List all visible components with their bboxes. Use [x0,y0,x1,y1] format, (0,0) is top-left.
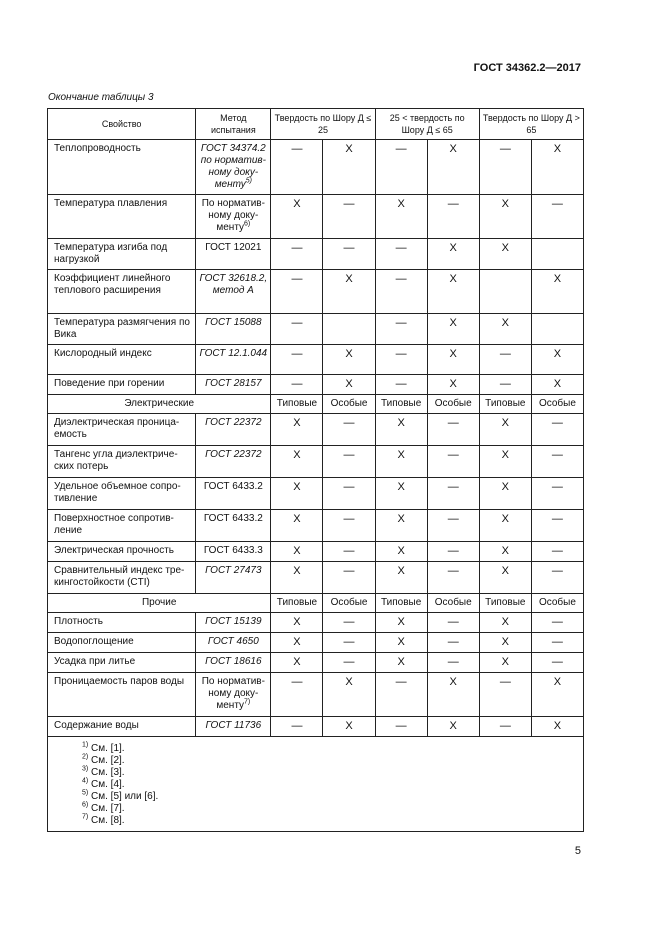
method-cell [196,478,271,510]
footnote-text: См. [4]. [91,779,125,790]
method-text: ГОСТ 6433.2 [203,481,263,492]
mark-cell: X [479,478,531,510]
mark-cell: — [375,314,427,345]
mark-cell: — [427,446,479,478]
method-text: ГОСТ 32618.2, метод А [199,273,268,296]
mark-cell: X [479,633,531,653]
mark-cell: — [427,414,479,446]
mark-cell: — [479,140,531,195]
mark-cell: — [375,717,427,737]
subheader-typical: Типовые [479,594,531,613]
mark-cell: X [271,414,323,446]
footnote-text: См. [7]. [91,803,125,814]
mark-cell: — [375,140,427,195]
table-caption: Окончание таблицы 3 [48,92,154,103]
mark-cell [531,314,583,345]
mark-cell: X [375,478,427,510]
properties-table [47,108,584,832]
header-method: Метод испытания [196,109,271,140]
mark-cell: X [271,446,323,478]
subheader-special: Особые [531,594,583,613]
mark-cell: X [479,195,531,239]
table-row [48,414,584,446]
mark-cell: X [531,673,583,717]
method-cell [196,239,271,270]
footnote-number: 5) [82,789,89,797]
footnote-text: См. [5] или [6]. [91,791,159,802]
method-cell [196,414,271,446]
mark-cell: — [531,414,583,446]
mark-cell: — [531,613,583,633]
mark-cell: X [479,314,531,345]
mark-cell: X [427,140,479,195]
property-cell: Температура изгиба под нагрузкой [48,239,196,270]
method-cell [196,446,271,478]
footnote-item [82,743,583,755]
mark-cell: — [427,653,479,673]
method-cell [196,673,271,717]
method-cell [196,345,271,375]
table-row [48,314,584,345]
property-cell: Водопоглощение [48,633,196,653]
property-cell: Коэффициент линейного теплового расширения [48,270,196,314]
mark-cell: X [375,633,427,653]
mark-cell: X [375,414,427,446]
mark-cell: X [427,375,479,395]
mark-cell: X [271,653,323,673]
mark-cell: X [375,613,427,633]
header-group1: Твердость по Шору Д ≤ 25 [271,109,375,140]
mark-cell: X [323,375,375,395]
property-cell: Температура размягчения по Вика [48,314,196,345]
method-text: ГОСТ 6433.2 [203,513,263,524]
property-cell: Поверхностное сопротив-ление [48,510,196,542]
method-text: ГОСТ 11736 [205,720,262,731]
mark-cell: — [375,270,427,314]
mark-cell: X [271,195,323,239]
method-text: ГОСТ 15139 [205,616,262,627]
mark-cell: — [271,140,323,195]
thermal-rows [48,140,584,395]
mark-cell: X [427,239,479,270]
property-cell: Проницаемость паров воды [48,673,196,717]
property-cell: Поведение при горении [48,375,196,395]
mark-cell: — [479,375,531,395]
footnote-item [82,779,583,791]
mark-cell: X [323,717,375,737]
footnote-number: 4) [82,777,89,785]
method-cell [196,653,271,673]
mark-cell: — [375,239,427,270]
document-number: ГОСТ 34362.2—2017 [473,62,581,74]
method-text: По норматив-ному доку-менту [201,676,265,711]
mark-cell: X [531,140,583,195]
table-row [48,239,584,270]
method-text: ГОСТ 34374.2 по норматив-ному доку-менту [200,143,266,190]
mark-cell: — [271,345,323,375]
footnote-ref: 7) [244,698,251,706]
method-cell [196,613,271,633]
mark-cell: X [531,270,583,314]
table-row [48,345,584,375]
footnote-text: См. [1]. [91,743,125,754]
footnote-ref: 5) [245,177,252,185]
method-cell [196,270,271,314]
footnote-ref: 6) [244,220,251,228]
mark-cell: — [271,673,323,717]
footnote-text: См. [3]. [91,767,125,778]
property-cell: Диэлектрическая проница-емость [48,414,196,446]
mark-cell: X [271,613,323,633]
subheader-typical: Типовые [271,594,323,613]
property-cell: Удельное объемное сопро-тивление [48,478,196,510]
mark-cell: — [323,510,375,542]
footnote-number: 3) [82,765,89,773]
method-cell [196,314,271,345]
method-text: ГОСТ 6433.3 [203,545,263,556]
method-cell [196,542,271,562]
method-cell [196,717,271,737]
footnotes [48,737,584,832]
mark-cell: X [271,633,323,653]
mark-cell: — [323,633,375,653]
subheader-special: Особые [427,594,479,613]
mark-cell: X [479,446,531,478]
mark-cell: X [427,314,479,345]
footnote-text: См. [2]. [91,755,125,766]
other-section [48,594,584,613]
method-cell [196,195,271,239]
mark-cell: — [323,653,375,673]
footnote-item [82,815,583,827]
mark-cell: — [479,345,531,375]
method-cell [196,633,271,653]
footnote-text: См. [8]. [91,815,125,826]
mark-cell: — [427,478,479,510]
method-cell [196,140,271,195]
mark-cell: — [271,270,323,314]
mark-cell: — [479,717,531,737]
table-row [48,562,584,594]
method-text: ГОСТ 22372 [205,417,262,428]
mark-cell: X [375,562,427,594]
mark-cell: X [375,195,427,239]
header-group3: Твердость по Шору Д > 65 [479,109,583,140]
mark-cell: X [323,673,375,717]
mark-cell: — [323,414,375,446]
mark-cell: — [375,673,427,717]
table-row [48,510,584,542]
property-cell: Температура плавления [48,195,196,239]
method-text: ГОСТ 28157 [205,378,262,389]
mark-cell [531,239,583,270]
table-row [48,717,584,737]
mark-cell: — [427,613,479,633]
mark-cell: X [375,653,427,673]
mark-cell: — [271,314,323,345]
mark-cell: X [531,345,583,375]
mark-cell: X [271,478,323,510]
other-rows [48,613,584,737]
electrical-section [48,395,584,414]
table-row [48,673,584,717]
mark-cell: X [479,510,531,542]
mark-cell: X [479,414,531,446]
header-group2: 25 < твердость по Шору Д ≤ 65 [375,109,479,140]
mark-cell: — [323,446,375,478]
property-cell: Тангенс угла диэлектриче-ских потерь [48,446,196,478]
mark-cell [479,270,531,314]
mark-cell: — [531,478,583,510]
mark-cell: — [531,633,583,653]
table-row [48,446,584,478]
method-text: ГОСТ 12.1.044 [199,348,268,359]
table-row [48,542,584,562]
mark-cell: — [323,542,375,562]
mark-cell: X [323,270,375,314]
mark-cell: X [479,613,531,633]
mark-cell: X [375,446,427,478]
mark-cell: — [427,633,479,653]
property-cell: Теплопроводность [48,140,196,195]
electrical-rows [48,414,584,594]
method-cell [196,562,271,594]
mark-cell: — [375,375,427,395]
footnote-item [82,767,583,779]
mark-cell: X [531,717,583,737]
mark-cell: — [271,239,323,270]
mark-cell: — [531,446,583,478]
mark-cell: X [427,270,479,314]
mark-cell: X [375,510,427,542]
mark-cell: — [323,239,375,270]
method-text: ГОСТ 15088 [205,317,262,328]
mark-cell: X [271,542,323,562]
mark-cell: — [323,195,375,239]
table-row [48,478,584,510]
section-electrical: Электрические [48,395,271,414]
subheader-typical: Типовые [375,395,427,414]
mark-cell: — [427,195,479,239]
mark-cell: — [323,562,375,594]
mark-cell: X [531,375,583,395]
subheader-special: Особые [323,395,375,414]
mark-cell: — [531,510,583,542]
table-row [48,633,584,653]
mark-cell: — [531,542,583,562]
mark-cell: — [323,478,375,510]
method-text: ГОСТ 27473 [205,565,262,576]
footnote-number: 7) [82,813,89,821]
mark-cell: X [427,717,479,737]
mark-cell: X [271,562,323,594]
subheader-typical: Типовые [479,395,531,414]
property-cell: Содержание воды [48,717,196,737]
method-text: ГОСТ 12021 [205,242,262,253]
mark-cell: — [271,717,323,737]
table-row [48,653,584,673]
mark-cell: X [427,345,479,375]
mark-cell: — [375,345,427,375]
footnote-number: 6) [82,801,89,809]
method-text: По норматив-ному доку-менту [201,198,265,233]
mark-cell: X [479,653,531,673]
property-cell: Сравнительный индекс тре-кингостойкости (CTI) [48,562,196,594]
mark-cell: — [479,673,531,717]
subheader-typical: Типовые [271,395,323,414]
subheader-typical: Типовые [375,594,427,613]
property-cell: Усадка при литье [48,653,196,673]
subheader-special: Особые [323,594,375,613]
footnote-item [82,755,583,767]
mark-cell [323,314,375,345]
table-row [48,613,584,633]
section-other: Прочие [48,594,271,613]
table-row [48,140,584,195]
table-row [48,195,584,239]
method-cell [196,510,271,542]
mark-cell: — [531,195,583,239]
method-cell [196,375,271,395]
mark-cell: X [375,542,427,562]
mark-cell: X [271,510,323,542]
footnote-item [82,803,583,815]
method-text: ГОСТ 18616 [205,656,262,667]
footnote-number: 1) [82,741,89,749]
mark-cell: — [323,613,375,633]
header-property: Свойство [48,109,196,140]
property-cell: Электрическая прочность [48,542,196,562]
mark-cell: X [479,562,531,594]
mark-cell: X [323,345,375,375]
mark-cell: — [427,510,479,542]
mark-cell: — [271,375,323,395]
subheader-special: Особые [427,395,479,414]
mark-cell: X [479,239,531,270]
footnote-number: 2) [82,753,89,761]
method-text: ГОСТ 22372 [205,449,262,460]
property-cell: Кислородный индекс [48,345,196,375]
method-text: ГОСТ 4650 [207,636,259,647]
table-row [48,270,584,314]
property-cell: Плотность [48,613,196,633]
mark-cell: — [531,653,583,673]
mark-cell: — [427,542,479,562]
subheader-special: Особые [531,395,583,414]
page-number: 5 [574,845,581,857]
mark-cell: X [323,140,375,195]
table-row [48,375,584,395]
mark-cell: — [427,562,479,594]
mark-cell: — [531,562,583,594]
mark-cell: X [427,673,479,717]
footnote-item [82,791,583,803]
mark-cell: X [479,542,531,562]
